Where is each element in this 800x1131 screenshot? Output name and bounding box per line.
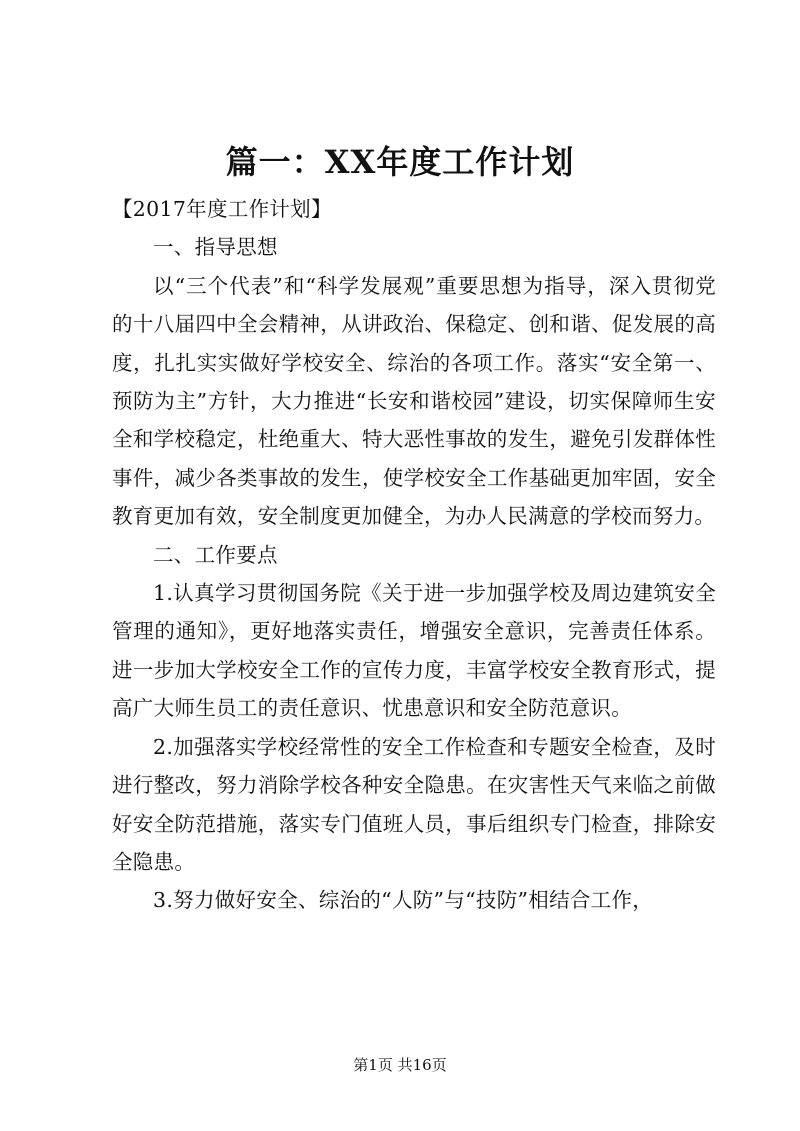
paragraph-guiding-ideology: 以“三个代表”和“科学发展观”重要思想为指导，深入贯彻党的十八届四中全会精神，从讲政治、保稳定、创和谐、促发展的高度，扎扎实实做好学校安全、综治的各项工作。落实“安全第一、预防为主”方针，大力推进“长安和谐校园”建设，切实保障师生安全和学校稳定，杜绝重大、特大恶性事故的发生，避免引发群体性事件，减少各类事故的发生，使学校安全工作基础更加牢固，安全教育更加有效，安全制度更加健全，为办人民满意的学校而努力。	[112, 273, 716, 529]
section-heading-work-points: 二、工作要点	[153, 542, 278, 567]
paragraph-work-point-3: 3.努力做好安全、综治的“人防”与“技防”相结合工作，	[153, 888, 654, 913]
section-heading-guiding-ideology: 一、指导思想	[153, 235, 278, 260]
document-title: 篇一：XX年度工作计划	[225, 143, 575, 181]
paragraph-work-point-2: 2.加强落实学校经常性的安全工作检查和专题安全检查，及时进行整改，努力消除学校各种安全隐患。在灾害性天气来临之前做好安全防范措施，落实专门值班人员，事后组织专门检查，排除安全隐患。	[112, 734, 716, 874]
document-body	[112, 190, 716, 920]
subtitle: 【2017年度工作计划】	[112, 197, 332, 221]
page-footer: 第1页 共16页	[353, 1056, 447, 1074]
paragraph-work-point-1: 1.认真学习贯彻国务院《关于进一步加强学校及周边建筑安全管理的通知》，更好地落实责任，增强安全意识，完善责任体系。进一步加大学校安全工作的宣传力度，丰富学校安全教育形式，提高广大师生员工的责任意识、忧患意识和安全防范意识。	[112, 581, 716, 721]
